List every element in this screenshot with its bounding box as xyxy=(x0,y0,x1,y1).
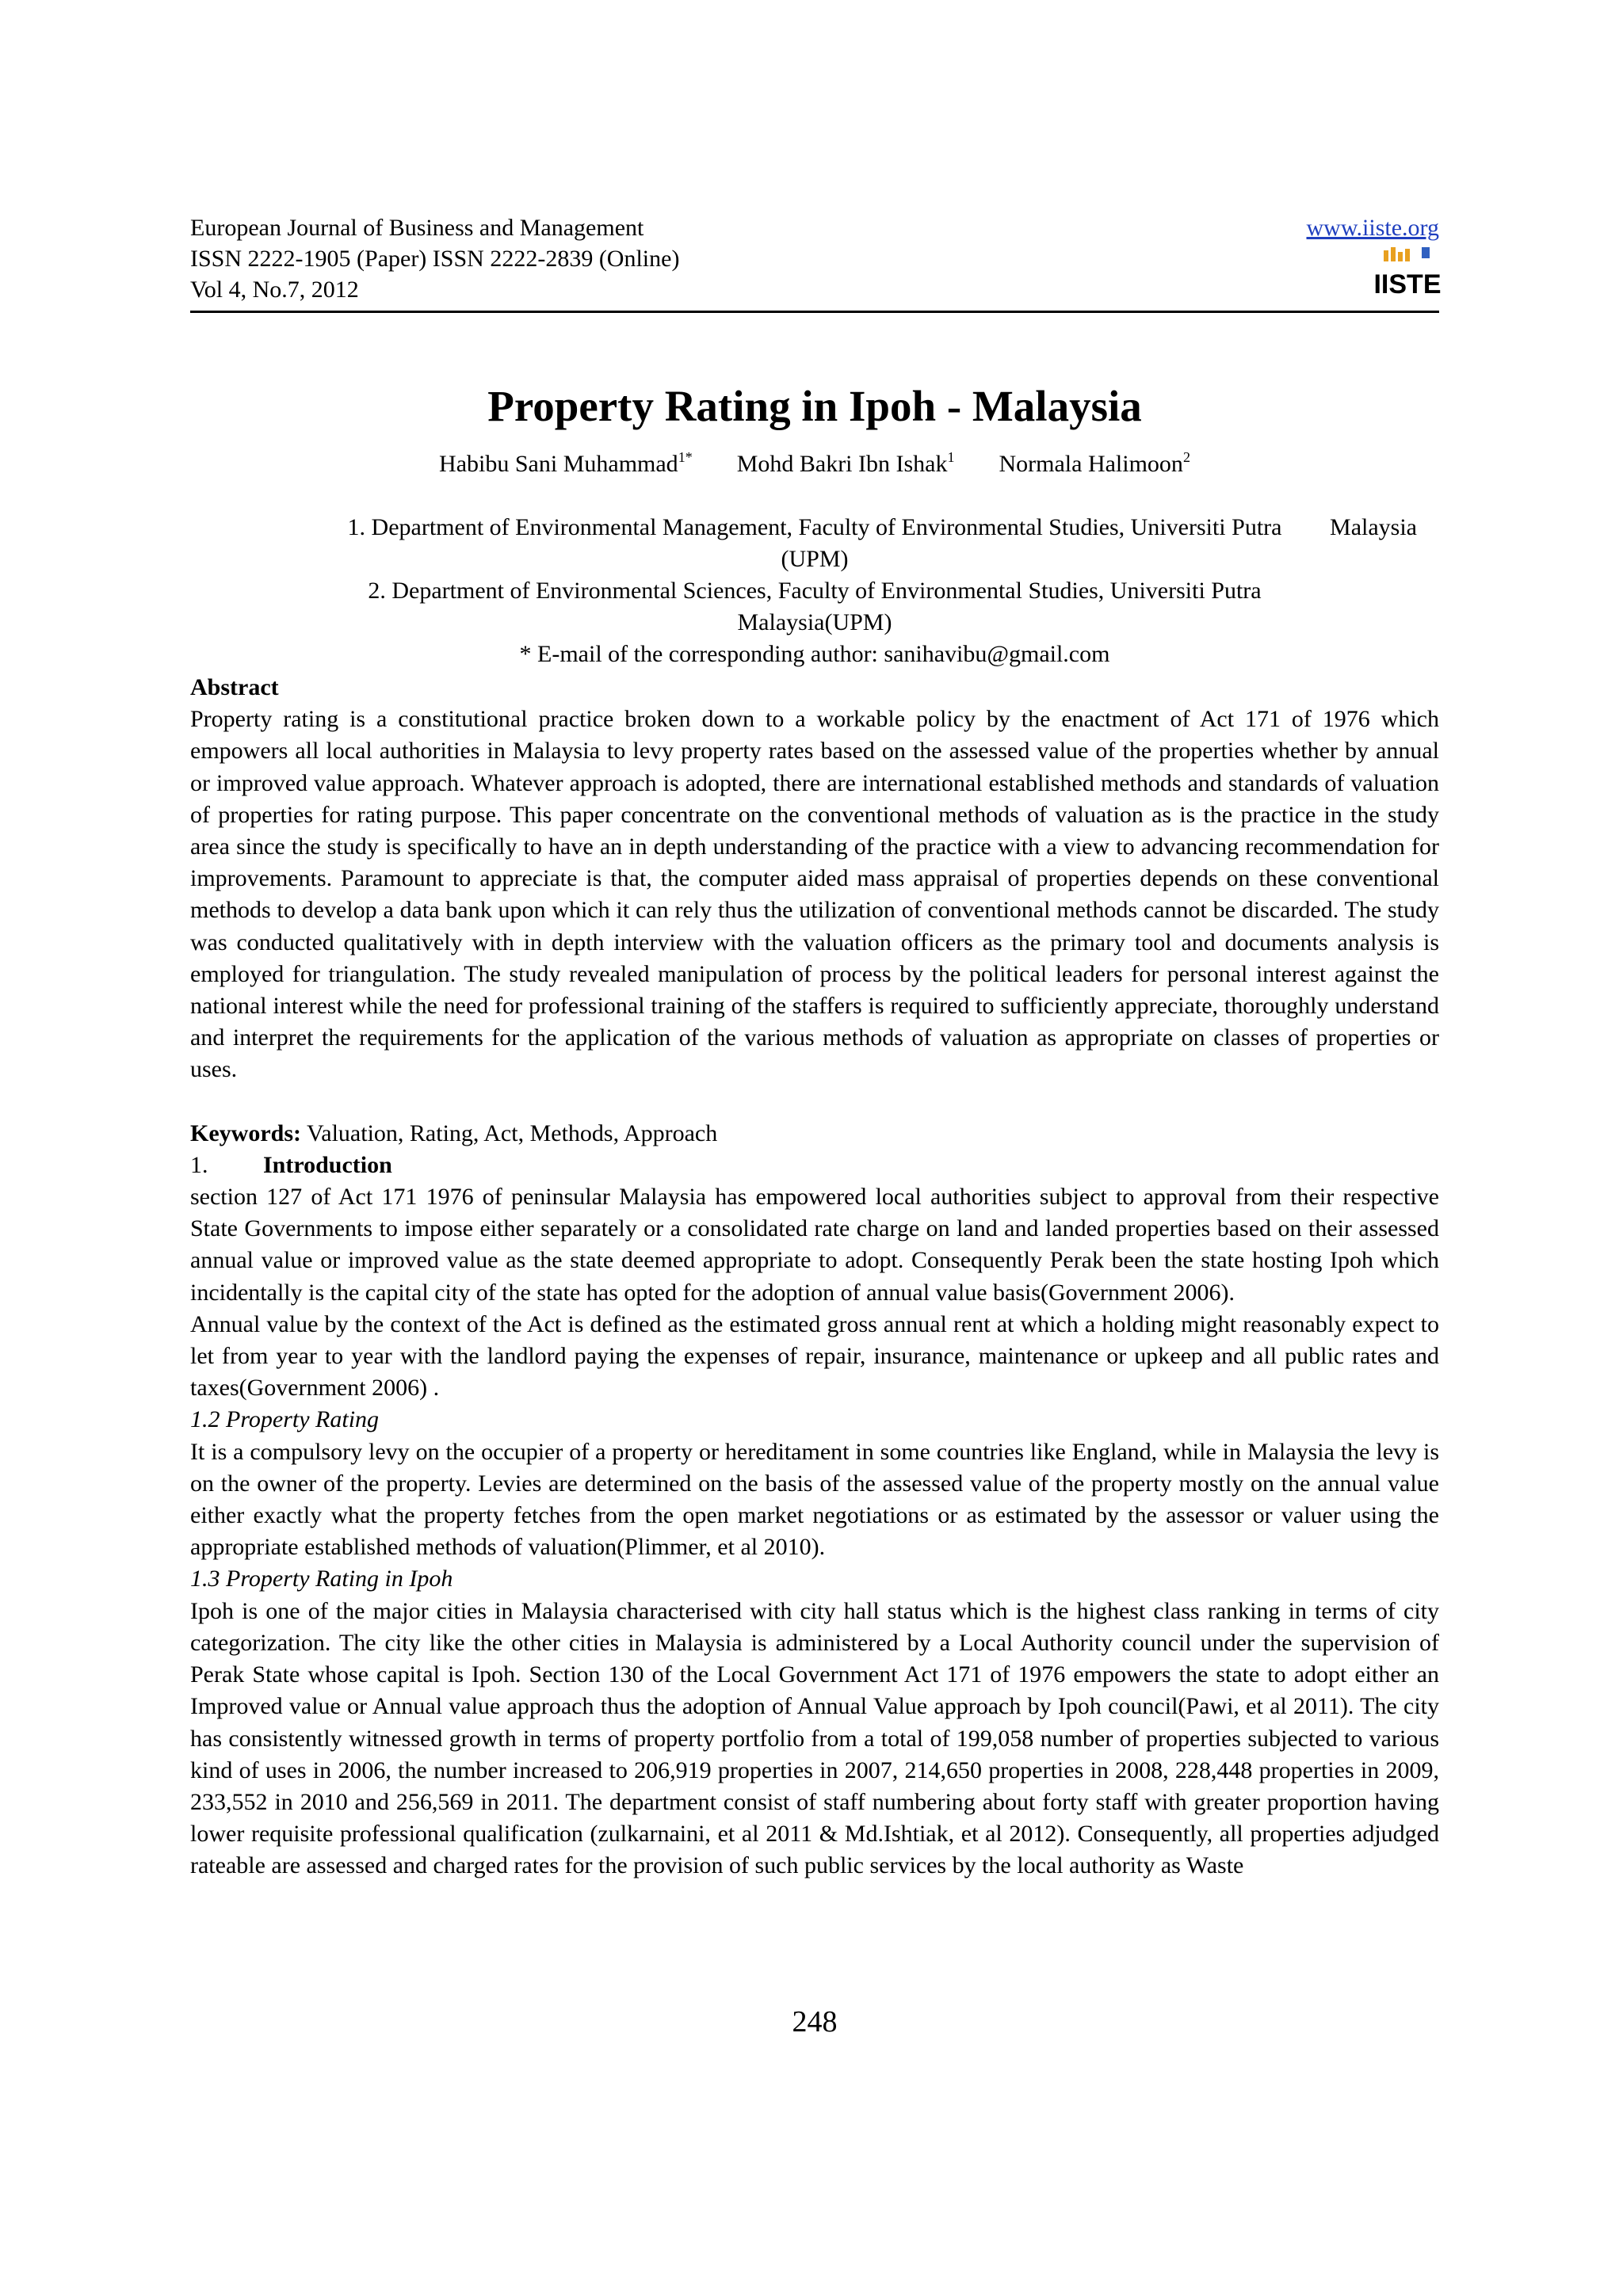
affiliation-2 xyxy=(190,575,1439,639)
keywords-label: Keywords: xyxy=(190,1119,301,1146)
section-title: Introduction xyxy=(263,1151,392,1178)
section-heading-introduction xyxy=(190,1150,1439,1181)
affiliation-1-country: Malaysia xyxy=(1330,514,1417,540)
journal-issn: ISSN 2222-1905 (Paper) ISSN 2222-2839 (Online) xyxy=(190,246,680,272)
journal-info xyxy=(190,212,1442,305)
section-number: 1. xyxy=(190,1151,208,1178)
journal-url-link[interactable]: www.iiste.org xyxy=(1306,215,1439,241)
author-name: Normala Halimoon xyxy=(999,451,1183,477)
author-name: Habibu Sani Muhammad xyxy=(439,451,678,477)
abstract-text: Property rating is a constitutional practice broken down to a workable policy by the enactment of Act 171 of 1976 which empowers all local authorities in Malaysia to levy property rates based on the assessed value of the properties whether by annual or improved value approach. Whatever approach is adopted, there are international established methods and standards of valuation of properties for rating purpose. This paper concentrate on the conventional methods of valuation as is the practice in the study area since the study is specifically to have an in depth understanding of the practice with a view to advancing recommendation for improvements. Paramount to appreciate is that, the computer aided mass appraisal of properties depends on these conventional methods to develop a data bank upon which it can rely thus the utilization of conventional methods cannot be discarded. The study was conducted qualitatively with in depth interview with the valuation officers as the primary tool and documents analysis is employed for triangulation. The study revealed manipulation of process by the political leaders for personal interest against the national interest while the need for professional training of the staffers is required to sufficiently appreciate, thoroughly understand and interpret the requirements for the application of the various methods of valuation as appropriate on classes of properties or uses. xyxy=(190,706,1439,1083)
section-heading-1-2: 1.2 Property Rating xyxy=(190,1406,380,1433)
intro-paragraph: section 127 of Act 171 1976 of peninsular Malaysia has empowered local authorities subject to approval from their respective State Governments to impose either separately or a consolidated rate charge on land and landed properties based on their assessed annual value or improved value as the state deemed appropriate to adopt. Consequently Perak been the state hosting Ipoh which incidentally is the capital city of the state has opted for the adoption of annual value basis(Government 2006). xyxy=(190,1184,1439,1306)
section-heading-1-3: 1.3 Property Rating in Ipoh xyxy=(190,1566,453,1592)
abstract-heading: Abstract xyxy=(190,674,279,700)
author-affiliation-marker: 2 xyxy=(1182,449,1190,465)
journal-header xyxy=(190,212,1442,305)
header-rule xyxy=(190,311,1439,313)
page-number: 248 xyxy=(792,2005,838,2039)
paper-body xyxy=(190,672,1439,1882)
iiste-logo-icon xyxy=(1373,246,1442,301)
section-1-2-paragraph: It is a compulsory levy on the occupier of a property or hereditament in some countries like England, while in Malaysia the levy is on the owner of the property. Levies are determined on the basis of the assessed value of the property mostly on the annual value either exactly what the property fetches from the open market negotiations or as estimated by the assessor or valuer using the appropriate established methods of valuation(Plimmer, et al 2010). xyxy=(190,1438,1439,1561)
author-affiliation-marker: 1 xyxy=(947,449,955,465)
keywords-text: Valuation, Rating, Act, Methods, Approach xyxy=(300,1119,718,1146)
journal-volume: Vol 4, No.7, 2012 xyxy=(190,277,359,303)
affiliation-1-continued: (UPM) xyxy=(781,546,849,572)
author-list xyxy=(190,448,1439,480)
affiliation-2-text: 2. Department of Environmental Sciences, Faculty of Environmental Studies, Universiti Putra xyxy=(368,578,1262,604)
svg-text:IISTE: IISTE xyxy=(1373,269,1442,299)
keywords xyxy=(190,1118,1439,1150)
author-affiliation-marker: 1* xyxy=(678,449,693,465)
corresponding-author-email: * E-mail of the corresponding author: sanihavibu@gmail.com xyxy=(519,641,1110,667)
affiliation-1 xyxy=(190,512,1439,575)
journal-name: European Journal of Business and Management xyxy=(190,215,644,241)
section-1-3-paragraph: Ipoh is one of the major cities in Malaysia characterised with city hall status which is the highest class ranking in terms of city categorization. The city like the other cities in Malaysia is administered by a Local Authority council under the supervision of Perak State whose capital is Ipoh. Section 130 of the Local Government Act 171 of 1976 empowers the state to adopt either an Improved value or Annual value approach thus the adoption of Annual Value approach by Ipoh council(Pawi, et al 2011). The city has consistently witnessed growth in terms of property portfolio from a total of 199,058 number of properties subjected to various kind of uses in 2006, the number increased to 206,919 properties in 2007, 214,650 properties in 2008, 228,448 properties in 2009, 233,552 in 2010 and 256,569 in 2011. The department consist of staff numbering about forty staff with greater proportion having lower requisite professional qualification (zulkarnaini, et al 2011 & Md.Ishtiak, et al 2012). Consequently, all properties adjudged rateable are assessed and charged rates for the provision of such public services by the local authority as Waste xyxy=(190,1597,1439,1879)
author-name: Mohd Bakri Ibn Ishak xyxy=(736,451,948,477)
intro-paragraph: Annual value by the context of the Act is defined as the estimated gross annual rent at which a holding might reasonably expect to let from year to year with the landlord paying the expenses of repair, insurance, maintenance or upkeep and all public rates and taxes(Government 2006) . xyxy=(190,1310,1439,1402)
affiliation-2-continued: Malaysia(UPM) xyxy=(737,609,892,635)
paper-title: Property Rating in Ipoh - Malaysia xyxy=(487,382,1142,430)
affiliation-1-text: 1. Department of Environmental Management, Faculty of Environmental Studies, Universiti Putra xyxy=(347,514,1282,540)
